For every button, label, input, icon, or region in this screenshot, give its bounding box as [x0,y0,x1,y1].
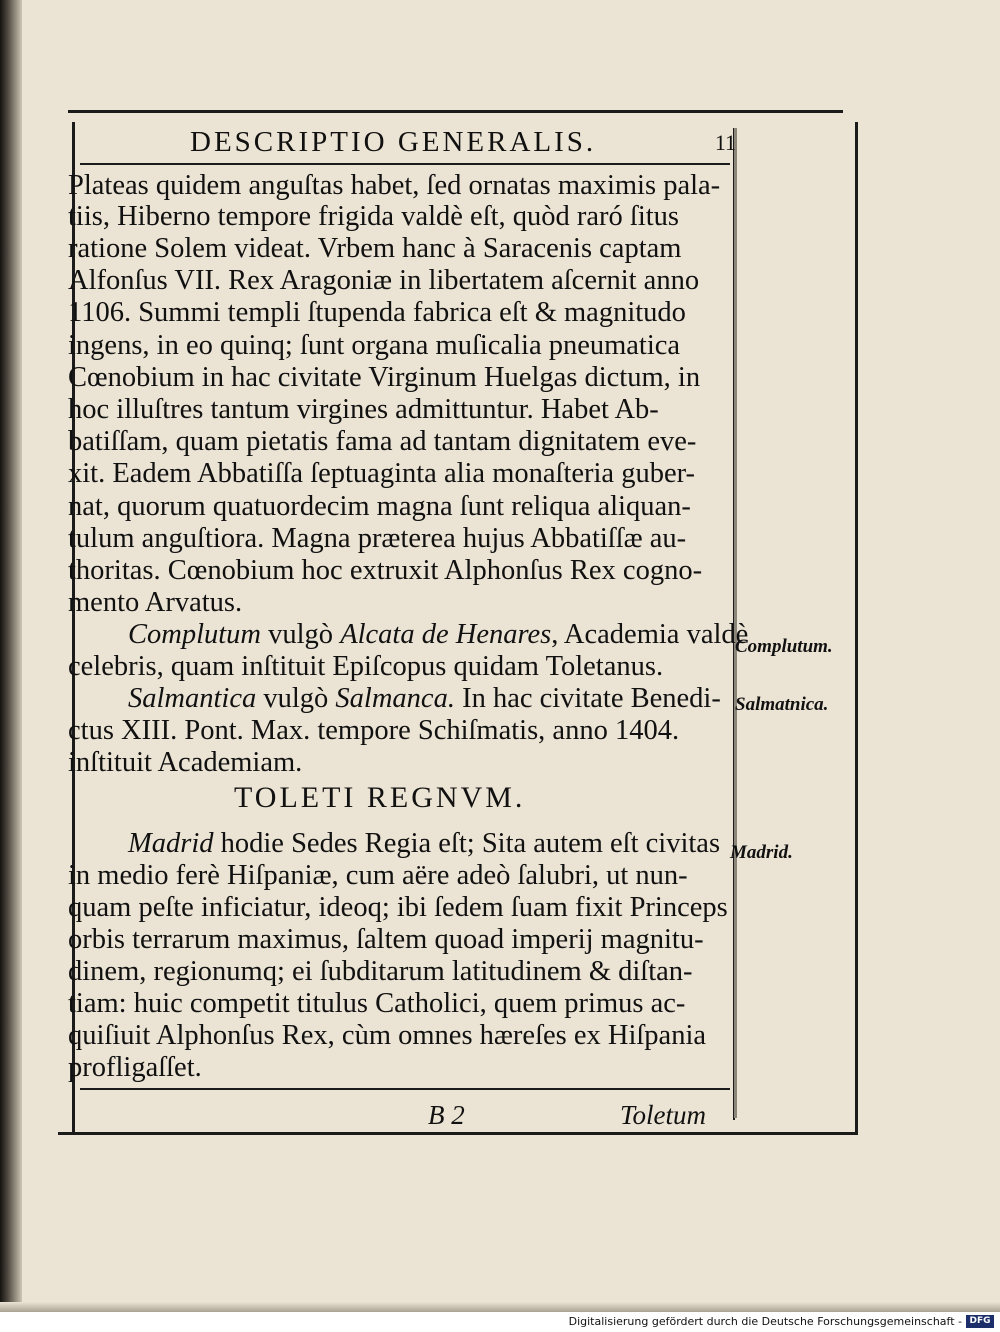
text-line: ingens, in eo quinq; ſunt organa muſicalia pneumatica [68,330,681,361]
section-heading: TOLETI REGNVM. [234,781,526,814]
salmantica-vulgar-name: Salmanca. [335,683,455,714]
margin-note-madrid: Madrid. [730,842,793,863]
catchword: Toletum [620,1100,707,1130]
madrid-term: Madrid [128,828,214,859]
complutum-term: Complutum [128,619,262,650]
margin-note-complutum: Complutum. [735,636,833,657]
text-line: hoc illuſtres tantum virgines admittuntur. Habet Ab- [68,394,659,425]
margin-note-salmantica: Salmatnica. [735,694,829,715]
text-line: xit. Eadem Abbatiſſa ſeptuaginta alia monaſteria guber- [68,458,695,489]
text-line: dinem, regionumq; ei ſubditarum latitudinem & diſtan- [68,956,693,987]
salmantica-term: Salmantica [128,683,257,714]
text-line: inſtituit Academiam. [68,747,303,778]
running-title: DESCRIPTIO GENERALIS. [190,126,597,158]
salmantica-paragraph-start: Salmantica vulgò Salmanca. In hac civitate Benedi- [128,683,721,714]
text-line: ctus XIII. Pont. Max. tempore Schiſmatis, anno 1404. [68,715,680,746]
text-line: quam peſte inficiatur, ideoq; ibi ſedem ſuam fixit Princeps [68,892,728,923]
text-line: orbis terrarum maximus, ſaltem quoad imperij magnitu- [68,924,704,955]
attribution-text: Digitalisierung gefördert durch die Deutsche Forschungsgemeinschaft - [568,1315,962,1328]
text-line: ratione Solem videat. Vrbem hanc à Saracenis captam [68,233,682,264]
text-line: Plateas quidem anguſtas habet, ſed ornatas maximis pala- [68,170,721,201]
text-line: in medio ferè Hiſpaniæ, cum aëre adeò ſalubri, ut nun- [68,860,688,891]
top-rule [68,110,843,113]
dfg-logo: DFG [966,1315,994,1328]
text-line: tulum anguſtiora. Magna præterea hujus Abbatiſſæ au- [68,523,687,554]
signature-mark: B 2 [428,1100,465,1130]
text-line: 1106. Summi templi ſtupenda fabrica eſt & magnitudo [68,297,686,328]
page-binding-edge [0,0,22,1312]
text-line: batiſſam, quam pietatis fama ad tantam dignitatem eve- [68,426,697,457]
page-bottom-shadow [0,1302,1000,1312]
text-line: thoritas. Cœnobium hoc extruxit Alphonſus Rex cogno- [68,555,703,586]
complutum-vulgar-name: Alcata de Henares [340,619,552,650]
running-header [80,126,736,164]
text-line: nat, quorum quatuordecim magna ſunt reliqua aliquan- [68,491,691,522]
bottom-rule [58,1132,858,1135]
text-line: Alfonſus VII. Rex Aragoniæ in libertatem aſcernit anno [68,265,700,296]
complutum-paragraph-start: Complutum vulgò Alcata de Henares, Academia valdè [128,619,749,650]
text-line: tiam: huic competit titulus Catholici, quem primus ac- [68,988,686,1019]
text-line: tiis, Hiberno tempore frigida valdè eſt, quòd raró ſitus [68,201,680,232]
text-line: celebris, quam inſtituit Epiſcopus quidam Toletanus. [68,651,664,682]
page-number: 11 [714,130,736,155]
margin-right-rule [855,122,858,1132]
inner-bottom-rule [80,1088,730,1090]
text-line: profligaſſet. [68,1052,202,1083]
attribution-bar [0,1312,1000,1332]
text-line: mento Arvatus. [68,587,243,618]
text-line: quiſiuit Alphonſus Rex, cùm omnes hæreſes ex Hiſpania [68,1020,707,1051]
text-line: Cœnobium in hac civitate Virginum Huelgas dictum, in [68,362,701,393]
madrid-paragraph-start: Madrid hodie Sedes Regia eſt; Sita autem eſt civitas [128,828,721,859]
